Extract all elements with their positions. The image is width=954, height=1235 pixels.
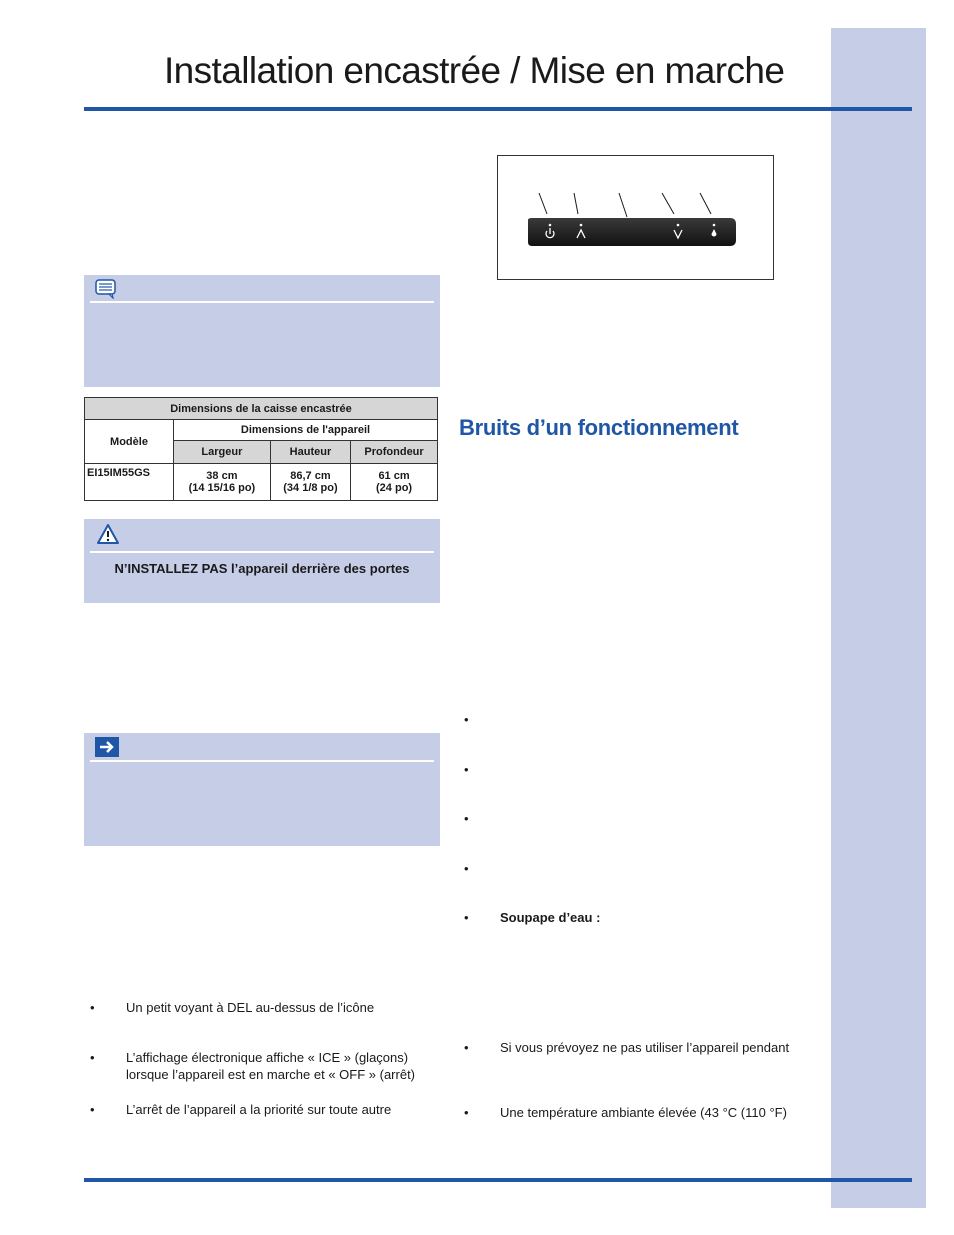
note-box (84, 275, 440, 387)
page-title: Installation encastrée / Mise en marche (164, 50, 785, 91)
list-item: • (464, 861, 469, 876)
header-rule (84, 107, 912, 111)
model-header: Modèle (85, 420, 174, 464)
cell-model: EI15IM55GS (85, 464, 174, 501)
warning-icon (96, 523, 120, 550)
list-item: • (464, 712, 469, 727)
warning-text: N’INSTALLEZ PAS l’appareil derrière des portes (114, 561, 410, 576)
cell-largeur: 38 cm (14 15/16 po) (174, 464, 271, 501)
arrow-right-icon (95, 737, 119, 762)
list-item: • (464, 762, 469, 777)
cell-profondeur: 61 cm (24 po) (351, 464, 438, 501)
col-profondeur: Profondeur (351, 441, 438, 464)
list-item: • Soupape d’eau : (464, 910, 601, 925)
list-item: • L’arrêt de l’appareil a la priorité sur toute autre (90, 1102, 392, 1117)
list-item: • (464, 811, 469, 826)
side-tab (831, 28, 926, 1208)
dims-header: Dimensions de l'appareil (174, 420, 438, 441)
tip-divider (90, 760, 434, 762)
table-caption: Dimensions de la caisse encastrée (85, 398, 438, 420)
warning-divider (90, 551, 434, 553)
cell-hauteur: 86,7 cm (34 1/8 po) (270, 464, 350, 501)
list-item: • Une température ambiante élevée (43 °C (110 °F) (464, 1105, 787, 1120)
note-divider (90, 301, 434, 303)
list-item: • L’affichage électronique affiche « ICE » (glaçons) lorsque l’appareil est en marche et « OFF » (arrêt) (90, 1050, 416, 1082)
warning-box (84, 519, 440, 603)
tip-box (84, 733, 440, 846)
col-hauteur: Hauteur (270, 441, 350, 464)
section-title: Bruits d’un fonctionnement (459, 415, 739, 440)
footer-rule (84, 1178, 912, 1182)
col-largeur: Largeur (174, 441, 271, 464)
dimensions-table (84, 397, 438, 501)
list-item: • Si vous prévoyez ne pas utiliser l’appareil pendant (464, 1040, 790, 1055)
control-panel-illustration (497, 155, 774, 280)
list-item: • Un petit voyant à DEL au-dessus de l’icône (90, 1000, 375, 1015)
